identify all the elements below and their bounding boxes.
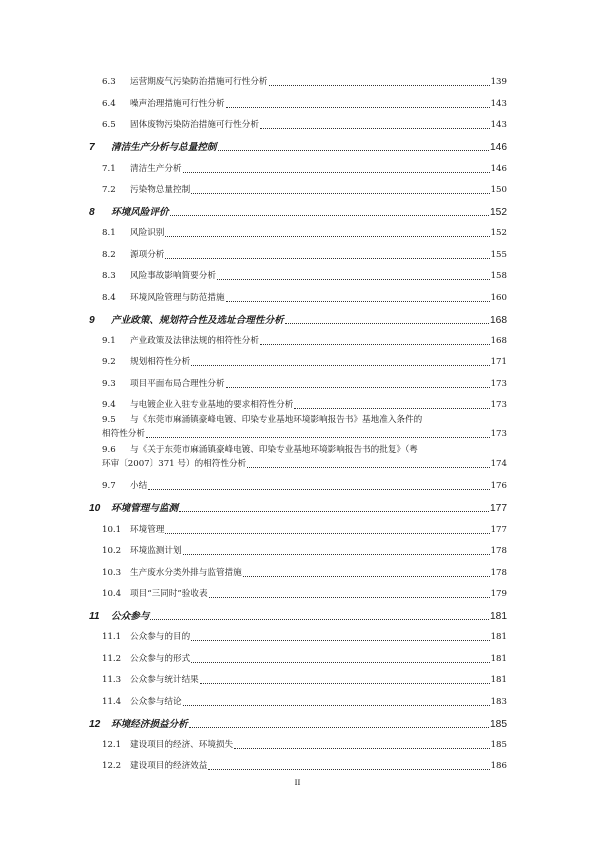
toc-entry-page: 183 [490,696,507,707]
dot-leader [148,489,489,490]
toc-entry-number: 11.3 [102,675,122,686]
dot-leader [183,172,490,173]
dot-leader [183,554,490,555]
toc-entry-title: 噪声治理措施可行性分析 [130,98,225,109]
toc-entry-number: 9 [89,314,95,326]
dot-leader [146,437,490,438]
toc-entry-page: 152 [490,206,507,218]
dot-leader [191,662,489,663]
toc-entry-number: 8.1 [102,228,116,239]
toc-entry-number: 7.1 [102,163,116,174]
toc-subsection-entry[interactable] [89,326,507,347]
toc-entry-title: 固体废物污染防治措施可行性分析 [130,120,259,131]
toc-entry-page: 168 [490,335,507,346]
toc-entry-number: 12.1 [102,739,122,750]
toc-section-entry[interactable] [89,304,507,326]
toc-entry-number: 6.3 [102,77,116,88]
toc-entry-title: 环境管理与监测 [111,503,179,515]
toc-entry-page: 152 [490,228,507,239]
toc-entry-title: 生产废水分类外排与监管措施 [130,567,242,578]
toc-entry-number: 7 [89,142,95,154]
toc-entry-page: 168 [490,314,507,326]
dot-leader [260,344,490,345]
toc-entry-title: 污染物总量控制 [130,184,191,195]
toc-entry-page: 146 [490,142,507,154]
toc-entry-number: 11.2 [102,653,122,664]
dot-leader [183,705,490,706]
toc-entry-line-1 [102,414,507,428]
toc-subsection-entry[interactable] [89,175,507,196]
table-of-contents [89,67,507,772]
toc-subsection-entry[interactable] [89,390,507,411]
toc-entry-title: 与《关于东莞市麻涌镇豪峰电镀、印染专业基地环境影响报告书的批复》（粤 [130,445,418,456]
toc-entry-page: 178 [490,546,507,557]
toc-subsection-entry[interactable] [89,368,507,389]
toc-subsection-entry[interactable] [89,751,507,772]
toc-entry-number: 11.1 [102,632,122,643]
toc-section-entry[interactable] [89,708,507,730]
toc-entry-title: 风险识别 [130,228,165,239]
toc-entry-page: 173 [490,428,507,439]
toc-entry-number: 8.2 [102,249,116,260]
toc-entry-number: 9.2 [102,357,116,368]
dot-leader [294,408,489,409]
dot-leader [191,193,489,194]
toc-entry-number: 10.4 [102,589,122,600]
toc-entry-line-2 [102,458,507,472]
toc-entry-title-continued: 环审〔2007〕371 号）的相符性分析 [102,458,247,469]
toc-subsection-entry[interactable] [89,686,507,707]
toc-entry-page: 185 [490,739,507,750]
toc-entry-page: 181 [490,653,507,664]
toc-entry-number: 8.3 [102,271,116,282]
toc-subsection-entry[interactable] [89,88,507,109]
toc-entry-page: 173 [490,400,507,411]
toc-entry-title: 产业政策及法律法规的相符性分析 [130,335,259,346]
toc-entry-page: 150 [490,184,507,195]
toc-entry-title: 环境风险评价 [111,206,169,218]
dot-leader [285,323,489,324]
toc-entry-title: 公众参与的目的 [130,632,191,643]
toc-entry-title-continued: 相符性分析 [102,428,145,439]
toc-subsection-entry[interactable] [89,110,507,131]
toc-entry-title: 建设项目的经济效益 [130,761,208,772]
toc-entry-page: 178 [490,567,507,578]
toc-entry-title: 环境监测计划 [130,546,182,557]
toc-entry-page: 176 [490,481,507,492]
toc-subsection-entry[interactable] [89,730,507,751]
toc-subsection-entry[interactable] [89,622,507,643]
dot-leader [217,279,490,280]
toc-entry-title: 公众参与统计结果 [130,675,199,686]
toc-entry-page: 186 [490,761,507,772]
toc-subsection-entry[interactable] [89,239,507,260]
toc-subsection-entry[interactable] [89,471,507,492]
toc-entry-number: 10.1 [102,524,122,535]
dot-leader [165,533,489,534]
toc-block-a [89,67,507,411]
dot-leader [208,769,489,770]
dot-leader [260,128,490,129]
toc-subsection-entry[interactable] [89,536,507,557]
toc-entry-page: 173 [490,378,507,389]
dot-leader [269,85,490,86]
toc-entry-number: 7.2 [102,184,116,195]
toc-subsection-entry[interactable] [89,514,507,535]
toc-subsection-entry[interactable] [89,347,507,368]
dot-leader [189,727,489,728]
toc-entry-title: 公众参与的形式 [130,653,191,664]
dot-leader [226,387,490,388]
toc-subsection-entry[interactable] [89,67,507,88]
toc-subsection-entry[interactable] [89,153,507,174]
toc-entry-title: 清洁生产分析 [130,163,182,174]
dot-leader [191,640,489,641]
toc-entry-number: 9.1 [102,335,116,346]
dot-leader [191,365,489,366]
toc-entry-title: 与电镀企业入驻专业基地的要求相符性分析 [130,400,294,411]
toc-entry-title: 规划相符性分析 [130,357,191,368]
toc-subsection-entry[interactable] [89,444,507,471]
toc-subsection-entry[interactable] [89,261,507,282]
toc-entry-title: 运营期废气污染防治措施可行性分析 [130,77,268,88]
toc-entry-number: 6.5 [102,120,116,131]
toc-entry-title: 公众参与结论 [130,696,182,707]
toc-entry-page: 181 [490,632,507,643]
dot-leader [170,215,489,216]
toc-entry-number: 9.7 [102,481,116,492]
toc-entry-page: 174 [490,458,507,469]
dot-leader [200,683,490,684]
toc-entry-title: 产业政策、规划符合性及选址合理性分析 [111,314,284,326]
toc-block-b [89,471,507,772]
toc-subsection-entry[interactable] [89,414,507,441]
toc-section-entry[interactable] [89,600,507,622]
toc-entry-line-2 [102,428,507,442]
toc-subsection-entry[interactable] [89,218,507,239]
dot-leader [218,150,489,151]
toc-entry-title: 建设项目的经济、环境损失 [130,739,234,750]
toc-entry-page: 171 [490,357,507,368]
toc-subsection-entry[interactable] [89,643,507,664]
dot-leader [247,467,489,468]
toc-entry-number: 11.4 [102,696,122,707]
toc-entry-page: 179 [490,589,507,600]
toc-entry-number: 8 [89,206,95,218]
toc-entry-number: 6.4 [102,98,116,109]
toc-entry-page: 181 [490,675,507,686]
toc-entry-page: 160 [490,292,507,303]
toc-entry-number: 11 [89,611,100,623]
toc-entry-number: 12 [89,718,101,730]
toc-entry-page: 143 [490,98,507,109]
dot-leader [243,576,490,577]
toc-entry-page: 158 [490,271,507,282]
toc-entry-title: 公众参与 [111,611,150,623]
toc-section-entry[interactable] [89,196,507,218]
toc-section-entry[interactable] [89,492,507,514]
toc-section-entry[interactable] [89,131,507,153]
toc-entry-page: 139 [490,77,507,88]
page-number: II [294,777,301,787]
toc-subsection-entry[interactable] [89,282,507,303]
toc-entry-page: 185 [490,718,507,730]
toc-entry-number: 8.4 [102,292,116,303]
toc-entry-number: 10.2 [102,546,122,557]
toc-entry-page: 177 [490,524,507,535]
toc-entry-page: 146 [490,163,507,174]
toc-entry-title: 清洁生产分析与总量控制 [111,142,217,154]
toc-entry-number: 9.3 [102,378,116,389]
dot-leader [165,258,489,259]
toc-subsection-entry[interactable] [89,579,507,600]
dot-leader [209,597,490,598]
dot-leader [150,619,489,620]
dot-leader [165,236,489,237]
toc-entry-page: 155 [490,249,507,260]
toc-entry-title: 环境风险管理与防范措施 [130,292,225,303]
toc-entry-title: 项目“三同时”验收表 [130,589,208,600]
toc-entry-number: 10.3 [102,567,122,578]
toc-entry-page: 143 [490,120,507,131]
toc-block-long-entries [89,414,507,471]
toc-entry-number: 9.4 [102,400,116,411]
toc-entry-title: 源项分析 [130,249,165,260]
dot-leader [234,748,489,749]
toc-entry-line-1 [102,444,507,458]
toc-subsection-entry[interactable] [89,665,507,686]
toc-entry-title: 小结 [130,481,148,492]
dot-leader [226,301,490,302]
toc-entry-number: 10 [89,503,101,515]
toc-entry-number: 9.6 [102,445,116,456]
dot-leader [179,511,489,512]
toc-subsection-entry[interactable] [89,557,507,578]
toc-entry-title: 与《东莞市麻涌镇豪峰电镀、印染专业基地环境影响报告书》基地准入条件的 [130,415,423,426]
toc-entry-title: 环境经济损益分析 [111,718,188,730]
toc-entry-title: 项目平面布局合理性分析 [130,378,225,389]
toc-entry-page: 177 [490,503,507,515]
toc-entry-title: 风险事故影响简要分析 [130,271,216,282]
dot-leader [226,107,490,108]
toc-entry-number: 12.2 [102,761,122,772]
toc-entry-title: 环境管理 [130,524,165,535]
toc-entry-number: 9.5 [102,415,116,426]
toc-entry-page: 181 [490,611,507,623]
